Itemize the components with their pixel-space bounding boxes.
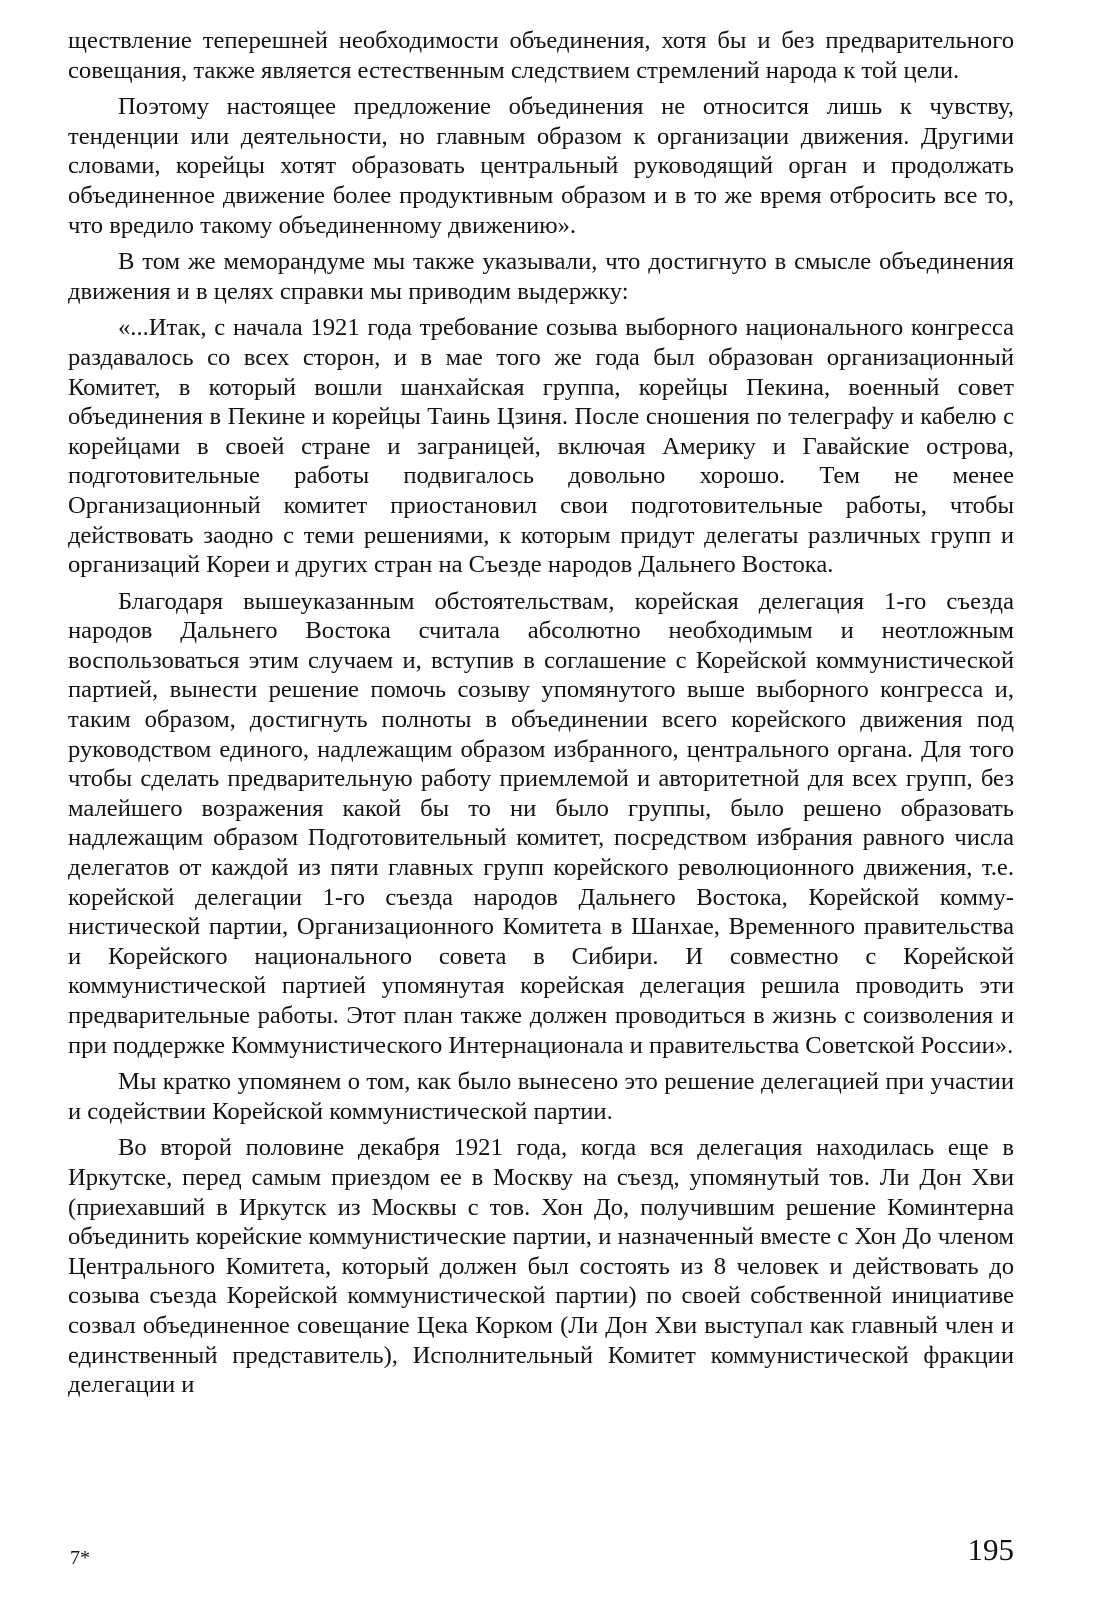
sheet-signature: 7* <box>70 1547 90 1569</box>
page-footer <box>68 1532 1014 1572</box>
paragraph-2: Поэтому настоящее предложение объединения не относится лишь к чувству, тенденции или деятельности, но главным образом к организации движения. Другими словами, корейцы хотят образовать центральный руководящий орган и продолжать объединенное движение более продуктивным образом и в то же время отбросить все то, что вредило такому объединенному движению». <box>68 93 1014 239</box>
document-page <box>68 26 1014 1574</box>
page-number: 195 <box>967 1532 1014 1567</box>
paragraph-4-quote: «...Итак, с начала 1921 года требование созыва выборного национального конгресса раздавалось со всех сторон, и в мае того же года был образован организационный Комитет, в который вошли шанхайская группа, корейцы Пекина, военный совет объединения в Пекине и корейцы Таинь Цзиня. После сношения по телеграфу и кабелю с корейцами в своей стране и заграницей, включая Америку и Гавайские острова, подготовительные работы подвигалось довольно хорошо. Тем не менее Организационный комитет приостановил свои подготовительные работы, чтобы действовать заодно с теми решениями, к которым придут делегаты различных групп и организаций Кореи и других стран на Съезде народов Дальнего Востока. <box>68 314 1014 579</box>
paragraph-3: В том же меморандуме мы также указывали, что достигнуто в смысле объединения движения и в целях справки мы приводим выдержку: <box>68 248 1014 305</box>
paragraph-1: ществление теперешней необходимости объединения, хотя бы и без предварительного совещания, также является естественным следствием стремлений народа к той цели. <box>68 27 1014 84</box>
paragraph-6: Мы кратко упомянем о том, как было вынесено это решение делегацией при участии и содействии Корейской коммунистической партии. <box>68 1068 1014 1125</box>
paragraph-7: Во второй половине декабря 1921 года, когда вся делегация находилась еще в Иркутске, перед самым приездом ее в Москву на съезд, упомянутый тов. Ли Дон Хви (приехавший в Иркутск из Москвы с тов. Хон До, получившим решение Коминтерна объединить корейские коммунистические партии, и назначенный вместе с Хон До членом Центрального Комитета, который должен был состоять из 8 человек и действовать до созыва съезда Корейской коммунистической партии) по своей собственной инициативе созвал объединенное совещание Цека Корком (Ли Дон Хви выступал как главный член и единственный представитель), Исполнительный Комитет коммунистической фракции делегации и <box>68 1134 1014 1399</box>
paragraph-5: Благодаря вышеуказанным обстоятельствам, корейская делегация 1-го съезда народов Дальнего Востока считала абсолютно необходимым и неотложным воспользоваться этим случаем и, вступив в соглашение с Корейской коммунистической партией, вынести решение помочь созыву упомянутого выше выборного конгресса и, таким образом, достигнуть полноты в объединении всего корейского движения под руководством единого, надлежащим образом избранного, центрального органа. Для того чтобы сделать предварительную работу приемлемой и авторитетной для всех групп, без малейшего возражения какой бы то ни было группы, было решено образовать надлежащим образом Подготовительный комитет, посредством избрания равного числа делегатов от каждой из пяти главных групп корейского революционного движения, т.е. корейской делегации 1-го съезда народов Дальнего Востока, Корейской коммунистической партии, Организационного Комитета в Шанхае, Временного правительства и Корейского национального совета в Сибири. И совместно с Корейской коммунистической партией упомянутая корейская делегация решила проводить эти предварительные работы. Этот план также должен проводиться в жизнь с соизволения и при поддержке Коммунистического Интернационала и правительства Советской России». <box>68 587 1014 1059</box>
body-text <box>68 26 1014 1400</box>
